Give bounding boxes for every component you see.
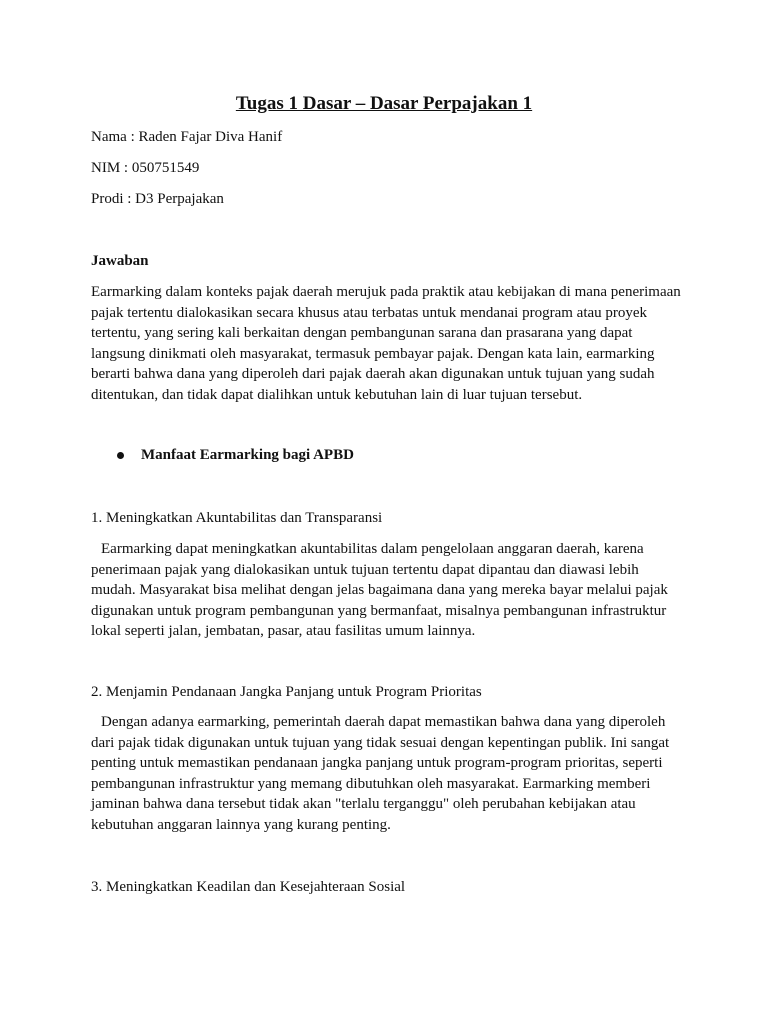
student-name: Nama : Raden Fajar Diva Hanif bbox=[91, 129, 283, 145]
section-3-heading: 3. Meningkatkan Keadilan dan Kesejahteraan Sosial bbox=[91, 879, 406, 895]
bullet-item bbox=[117, 445, 354, 466]
student-nim: NIM : 050751549 bbox=[91, 160, 200, 176]
section-2-heading: 2. Menjamin Pendanaan Jangka Panjang untuk Program Prioritas bbox=[91, 684, 482, 700]
section-2-body: Dengan adanya earmarking, pemerintah daerah dapat memastikan bahwa dana yang diperoleh dari pajak tidak digunakan untuk tujuan yang tidak sesuai dengan kepentingan publik. Ini sangat penting untuk memastikan pendanaan jangka panjang untuk program-program prioritas, seperti pembangunan infrastruktur yang memang dibutuhkan oleh masyarakat. Earmarking memberi jaminan bahwa dana tersebut tidak akan "terlalu terganggu" oleh perubahan kebijakan atau kebutuhan anggaran lainnya yang kurang penting. bbox=[91, 714, 670, 833]
bullet-heading: Manfaat Earmarking bagi APBD bbox=[141, 447, 354, 463]
student-prodi: Prodi : D3 Perpajakan bbox=[91, 191, 224, 207]
bullet-icon bbox=[117, 452, 124, 459]
section-1-heading: 1. Meningkatkan Akuntabilitas dan Transparansi bbox=[91, 510, 383, 526]
document-title: Tugas 1 Dasar – Dasar Perpajakan 1 bbox=[235, 93, 533, 114]
intro-paragraph: Earmarking dalam konteks pajak daerah merujuk pada praktik atau kebijakan di mana penerimaan pajak tertentu dialokasikan secara khusus atau terbatas untuk mendanai program atau proyek tertentu, yang sering kali berkaitan dengan pembangunan sarana dan prasarana yang dapat langsung dinikmati oleh masyarakat, termasuk pembayar pajak. Dengan kata lain, earmarking berarti bahwa dana yang diperoleh dari pajak daerah akan digunakan untuk tujuan yang sudah ditentukan, dan tidak dapat dialihkan untuk kebutuhan lain di luar tujuan tersebut. bbox=[91, 284, 681, 403]
section-1-body: Earmarking dapat meningkatkan akuntabilitas dalam pengelolaan anggaran daerah, karena penerimaan pajak yang dialokasikan untuk tujuan tertentu dapat dipantau dan diawasi lebih mudah. Masyarakat bisa melihat dengan jelas bagaimana dana yang mereka bayar melalui pajak digunakan untuk program pembangunan yang bermanfaat, misalnya pembangunan infrastruktur lokal seperti jalan, jembatan, pasar, atau fasilitas umum lainnya. bbox=[91, 541, 668, 639]
answer-heading: Jawaban bbox=[91, 253, 149, 269]
